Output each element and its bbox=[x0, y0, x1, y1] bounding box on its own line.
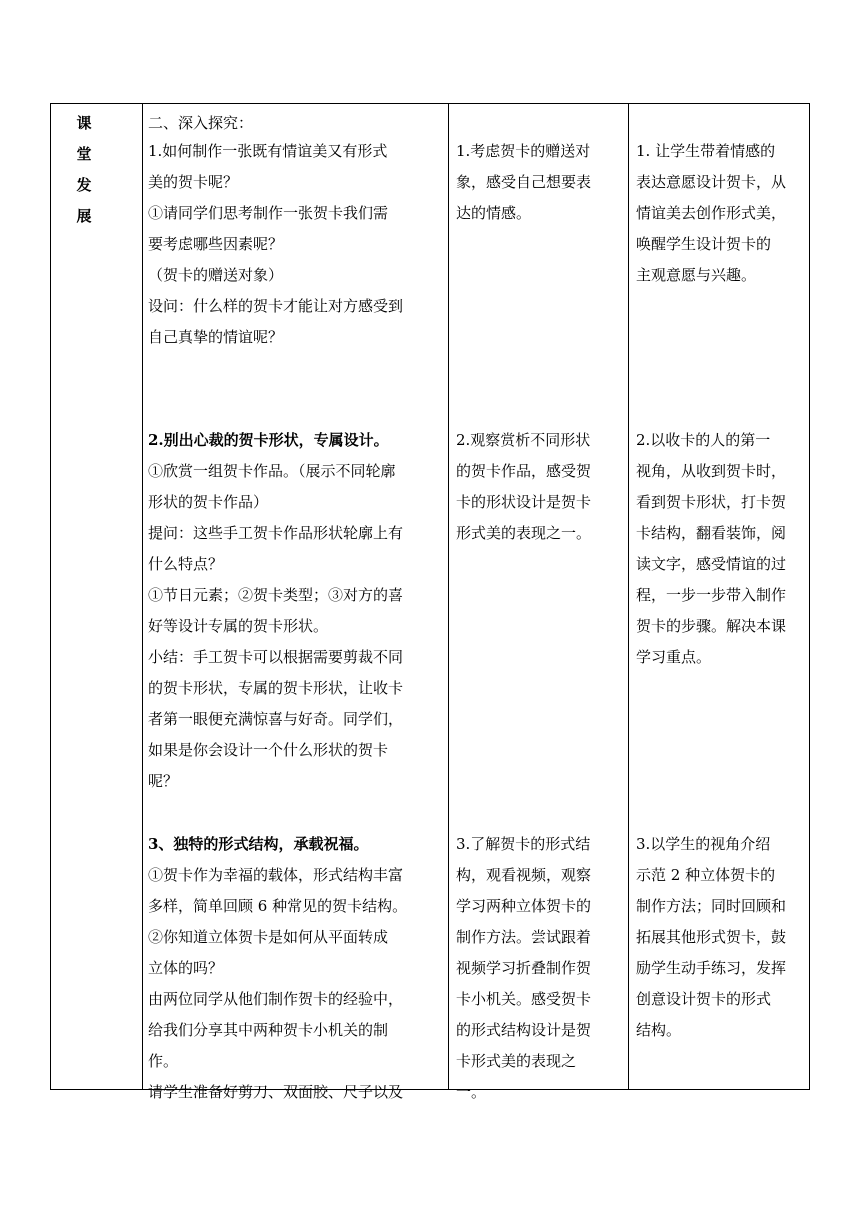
section-2-student: 2.观察赏析不同形状 的贺卡作品，感受贺 卡的形状设计是贺卡 形式美的表现之一。 bbox=[456, 431, 592, 542]
section-1-title: 二、深入探究： bbox=[148, 114, 254, 132]
label-char: 发 bbox=[76, 176, 92, 194]
section-3-title: 3、独特的形式结构，承载祝福。 bbox=[148, 835, 369, 853]
column-divider bbox=[448, 104, 449, 1089]
section-1-purpose: 1. 让学生带着情感的 表达意愿设计贺卡，从 情谊美去创作形式美， 唤醒学生设计贺卡的 主观意愿与兴趣。 bbox=[636, 142, 787, 284]
section-1-activity: 1.如何制作一张既有情谊美又有形式 美的贺卡呢？ ①请同学们思考制作一张贺卡我们需 要考虑哪些因素呢？ （贺卡的赠送对象） 设问：什么样的贺卡才能让对方感受到 自己真挚的情谊呢？ bbox=[148, 142, 404, 346]
column-divider bbox=[628, 104, 629, 1089]
section-label-column bbox=[69, 108, 99, 232]
section-1-student: 1.考虑贺卡的赠送对 象，感受自己想要表 达的情感。 bbox=[456, 142, 592, 222]
section-2-title: 2.别出心裁的贺卡形状，专属设计。 bbox=[148, 431, 389, 449]
section-3-activity: ①贺卡作为幸福的载体，形式结构丰富 多样，简单回顾 6 种常见的贺卡结构。 ②你知道立体贺卡是如何从平面转成 立体的吗？ 由两位同学从他们制作贺卡的经验中， 给我们分享其中两种贺卡小机关的制 作。 请学生准备好剪刀、双面胶、尺子以及 bbox=[148, 866, 408, 1101]
section-2-activity: ①欣赏一组贺卡作品。（展示不同轮廓 形状的贺卡作品） 提问：这些手工贺卡作品形状轮廓上有 什么特点？ ①节日元素；②贺卡类型；③对方的喜 好等设计专属的贺卡形状。 小结：手工贺卡可以根据需要剪裁不同 的贺卡形状，专属的贺卡形状，让收卡 者第一眼便充满惊喜与好奇。同学们， 如果是你会设计一个什么形状的贺卡 呢？ bbox=[148, 462, 404, 790]
column-divider bbox=[142, 104, 143, 1089]
section-2-purpose: 2.以收卡的人的第一 视角，从收到贺卡时， 看到贺卡形状，打卡贺 卡结构，翻看装饰，阅 读文字，感受情谊的过 程，一步一步带入制作 贺卡的步骤。解决本课 学习重点。 bbox=[636, 431, 787, 666]
section-3-purpose: 3.以学生的视角介绍 示范 2 种立体贺卡的 制作方法；同时回顾和 拓展其他形式贺卡，鼓 励学生动手练习，发挥 创意设计贺卡的形式 结构。 bbox=[636, 835, 787, 1039]
label-char: 展 bbox=[76, 207, 92, 225]
lesson-plan-table bbox=[50, 103, 810, 1101]
section-3-student: 3.了解贺卡的形式结 构，观看视频，观察 学习两种立体贺卡的 制作方法。尝试跟着 视频学习折叠制作贺 卡小机关。感受贺卡 的形式结构设计是贺 卡形式美的表现之 一。 bbox=[456, 835, 592, 1101]
label-char: 课 bbox=[76, 114, 92, 132]
label-char: 堂 bbox=[76, 145, 92, 163]
